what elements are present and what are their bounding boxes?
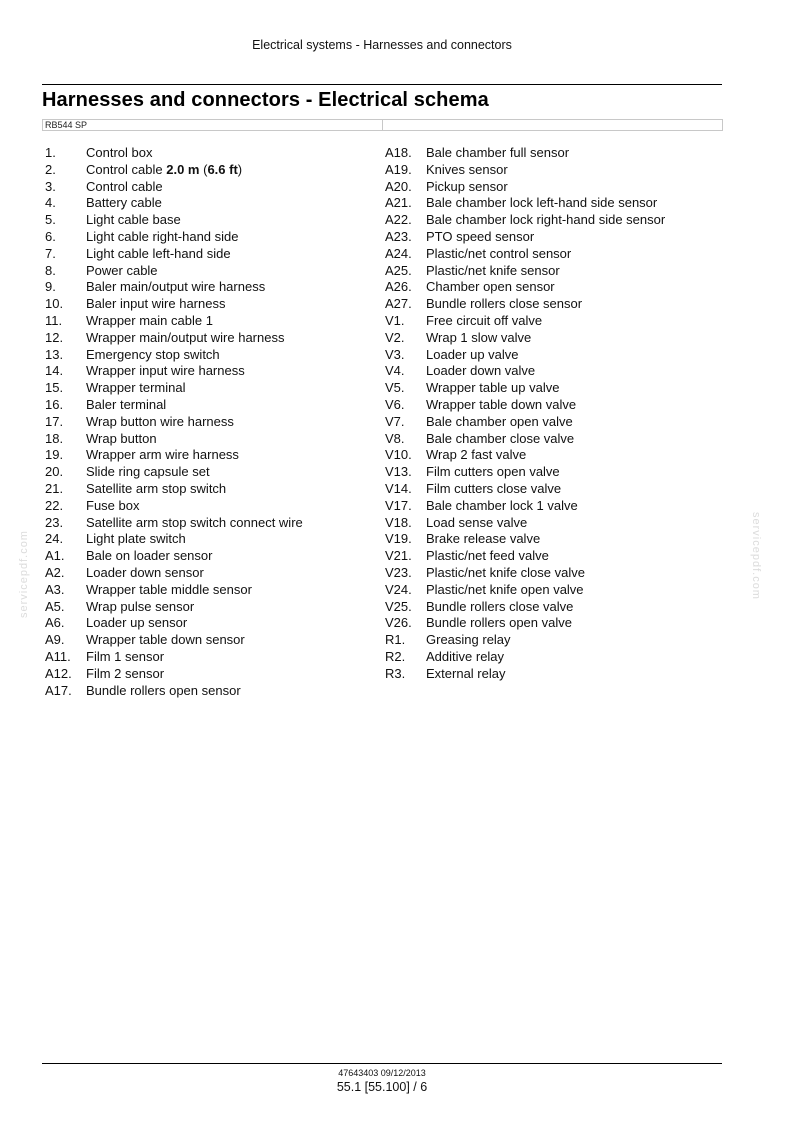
legend-item-label: Plastic/net feed valve [426, 548, 549, 564]
legend-item-label: Bale chamber lock right-hand side sensor [426, 212, 666, 228]
legend-item-label: Bale chamber full sensor [426, 145, 570, 160]
legend-item-label: Light cable right-hand side [86, 228, 239, 244]
legend-item-number: 24. [45, 531, 64, 547]
legend-item-paren-close: ) [237, 161, 243, 177]
legend-item-number: A20. [385, 178, 412, 194]
legend-item-number: A1. [45, 548, 65, 564]
legend-item-label: Wrapper terminal [86, 380, 186, 396]
legend-item-number: A12. [45, 665, 72, 681]
legend-item [45, 481, 303, 498]
legend-item-label: PTO speed sensor [426, 228, 535, 244]
legend-item-number: 11. [45, 312, 63, 328]
legend-item [45, 414, 303, 431]
legend-item-number: V19. [385, 531, 412, 547]
legend-item-label: Wrapper table up valve [426, 380, 560, 396]
legend-item [385, 414, 665, 431]
legend-item [45, 649, 303, 666]
legend-item-number: V13. [385, 464, 412, 480]
legend-item [385, 481, 665, 498]
legend-item-label: Plastic/net knife close valve [426, 564, 585, 580]
legend-item-number: A27. [385, 296, 412, 312]
legend-item-number: A22. [385, 212, 412, 228]
legend-item-number: 22. [45, 497, 64, 513]
legend-item [45, 145, 303, 162]
legend-item [385, 515, 665, 532]
legend-item [45, 279, 303, 296]
legend-item-number: 8. [45, 262, 56, 278]
legend-item-number: 17. [45, 413, 64, 429]
legend-item [385, 632, 665, 649]
legend-item-number: A25. [385, 262, 412, 278]
legend-item-number: V14. [385, 480, 412, 496]
watermark-right: servicepdf.com [750, 512, 762, 600]
legend-item-label: Plastic/net control sensor [426, 245, 572, 261]
legend-item [385, 363, 665, 380]
legend-item-number: A2. [45, 564, 65, 580]
legend-item [45, 397, 303, 414]
legend-item [45, 363, 303, 380]
legend-item-number: A23. [385, 228, 412, 244]
legend-item [45, 666, 303, 683]
legend-item-number: V5. [385, 380, 405, 396]
legend-item-label: Fuse box [86, 497, 140, 513]
legend-item-number: R2. [385, 648, 406, 664]
legend-item-number: V2. [385, 329, 405, 345]
legend-item [385, 582, 665, 599]
legend-item-number: V26. [385, 615, 412, 631]
legend-item [45, 212, 303, 229]
legend-item [45, 229, 303, 246]
legend-item-number: V23. [385, 564, 412, 580]
legend-item [385, 330, 665, 347]
legend-item [45, 531, 303, 548]
legend-item [385, 498, 665, 515]
legend-item [385, 464, 665, 481]
legend-item [45, 431, 303, 448]
legend-item-number: 23. [45, 514, 64, 530]
legend-item-label: Wrapper main cable 1 [86, 312, 213, 328]
legend-item-number: 3. [45, 178, 56, 194]
legend-item [45, 515, 303, 532]
legend-item [385, 246, 665, 263]
legend-item-label: Bale on loader sensor [86, 548, 213, 564]
legend-item-number: A26. [385, 279, 412, 295]
legend-item-label: Wrap 1 slow valve [426, 329, 532, 345]
legend-item-label: Wrapper table middle sensor [86, 581, 252, 597]
legend-item-number: V10. [385, 447, 412, 463]
legend-item [385, 447, 665, 464]
legend-item [45, 447, 303, 464]
legend-item [45, 195, 303, 212]
legend-item [45, 615, 303, 632]
page-number: 55.1 [55.100] / 6 [336, 1080, 428, 1094]
legend-item-number: A3. [45, 581, 65, 597]
legend-item-label: Satellite arm stop switch connect wire [86, 514, 303, 530]
legend-item [385, 313, 665, 330]
legend-item-metric-value: 2.0 m [166, 161, 200, 177]
legend-item-number: 15. [45, 380, 64, 396]
legend-item [45, 632, 303, 649]
legend-item [45, 263, 303, 280]
legend-item-label: Slide ring capsule set [86, 464, 210, 480]
legend-item [45, 347, 303, 364]
legend-item [385, 649, 665, 666]
model-extra-cell [383, 120, 722, 130]
legend-item-number: A17. [45, 682, 72, 698]
legend-item [385, 179, 665, 196]
legend-item-label: Pickup sensor [426, 178, 508, 194]
legend-item [45, 464, 303, 481]
legend-item-number: V24. [385, 581, 412, 597]
legend-item [385, 548, 665, 565]
legend-item-label: Satellite arm stop switch [86, 480, 227, 496]
legend-item-label: Baler main/output wire harness [86, 279, 266, 295]
legend-item-label: Film 2 sensor [86, 665, 165, 681]
legend-item [385, 397, 665, 414]
legend-item [385, 296, 665, 313]
legend-item-label: Loader down sensor [86, 564, 204, 580]
legend-item [385, 380, 665, 397]
legend-item [45, 179, 303, 196]
legend-item-number: 13. [45, 346, 64, 362]
legend-item-label: Baler input wire harness [86, 296, 226, 312]
legend-item-number: 10. [45, 296, 64, 312]
legend-item [385, 263, 665, 280]
legend-item-number: R1. [385, 632, 406, 648]
legend-item-number: 21. [45, 480, 64, 496]
legend-column-right [385, 145, 665, 683]
legend-item-number: 2. [45, 161, 56, 177]
model-name: RB544 SP [43, 120, 383, 130]
legend-item-number: V17. [385, 497, 412, 513]
legend-item [385, 347, 665, 364]
legend-item [385, 229, 665, 246]
legend-item-label [86, 162, 242, 179]
legend-item-label: Light cable base [86, 212, 181, 228]
legend-item-label: Plastic/net knife open valve [426, 581, 584, 597]
legend-item-number: A19. [385, 161, 412, 177]
page-title: Harnesses and connectors - Electrical schema [42, 89, 489, 111]
legend-item-number: V6. [385, 396, 405, 412]
legend-item [45, 548, 303, 565]
legend-item-number: A5. [45, 598, 65, 614]
legend-item [45, 565, 303, 582]
legend-item-label: Baler terminal [86, 396, 167, 412]
legend-item-label: Bundle rollers open sensor [86, 682, 241, 698]
legend-item [385, 565, 665, 582]
legend-item-label: Chamber open sensor [426, 279, 555, 295]
legend-item [385, 666, 665, 683]
legend-item-label: Bale chamber lock left-hand side sensor [426, 195, 658, 211]
legend-item [385, 195, 665, 212]
legend-item-label: Knives sensor [426, 161, 508, 177]
legend-item-number: 12. [45, 329, 64, 345]
legend-item-label: Emergency stop switch [86, 346, 220, 362]
legend-item-label: Bundle rollers open valve [426, 615, 572, 631]
legend-item-number: 9. [45, 279, 56, 295]
legend-item-label: Bundle rollers close valve [426, 598, 574, 614]
legend-item-label: Light plate switch [86, 531, 186, 547]
legend-item-label: Control box [86, 145, 153, 160]
legend-item-number: A6. [45, 615, 65, 631]
legend-item-number: V18. [385, 514, 412, 530]
legend-item-label: Light cable left-hand side [86, 245, 231, 261]
legend-item-number: V21. [385, 548, 412, 564]
legend-item-number: A9. [45, 632, 65, 648]
legend-item-label: Plastic/net knife sensor [426, 262, 560, 278]
legend-item-number: 18. [45, 430, 64, 446]
legend-item-number: 5. [45, 212, 56, 228]
legend-item-number: A21. [385, 195, 412, 211]
legend-item-label: Bale chamber close valve [426, 430, 575, 446]
legend-item-label: Wrap button [86, 430, 157, 446]
legend-item [45, 330, 303, 347]
legend-item-number: A18. [385, 145, 412, 160]
legend-item [45, 380, 303, 397]
legend-item-label: Loader down valve [426, 363, 536, 379]
legend-item-paren-open: ( [199, 161, 208, 177]
legend-item [45, 582, 303, 599]
legend-item-number: V3. [385, 346, 405, 362]
legend-item-number: 19. [45, 447, 64, 463]
footer-divider [42, 1063, 722, 1064]
legend-item-label: Film cutters open valve [426, 464, 560, 480]
legend-item-label: Load sense valve [426, 514, 528, 530]
legend-item [385, 162, 665, 179]
legend-item-number: 4. [45, 195, 56, 211]
legend-item-label: Wrapper main/output wire harness [86, 329, 285, 345]
legend-item-number: V4. [385, 363, 405, 379]
watermark-left: servicepdf.com [18, 530, 30, 618]
legend-item-label: Film cutters close valve [426, 480, 562, 496]
legend-item-number: A24. [385, 245, 412, 261]
legend-item-number: A11. [45, 648, 71, 664]
legend-item [385, 431, 665, 448]
legend-item-label: Wrap pulse sensor [86, 598, 195, 614]
legend-item-number: V1. [385, 312, 405, 328]
legend-item-number: V7. [385, 413, 405, 429]
legend-item-label: Wrapper arm wire harness [86, 447, 239, 463]
legend-item-number: 7. [45, 245, 56, 261]
legend-item-label-text: Control cable [86, 161, 163, 177]
legend-item-label: Battery cable [86, 195, 162, 211]
legend-item [45, 498, 303, 515]
legend-item-number: 6. [45, 228, 56, 244]
legend-item-number: 14. [45, 363, 64, 379]
legend-item [45, 599, 303, 616]
legend-item [45, 683, 303, 700]
header-divider [42, 84, 722, 85]
legend-item-label: Loader up valve [426, 346, 519, 362]
legend-item-label: Bundle rollers close sensor [426, 296, 583, 312]
legend-item [385, 615, 665, 632]
legend-item [385, 212, 665, 229]
legend-column-left [45, 145, 303, 699]
legend-item-label: Wrapper table down valve [426, 396, 577, 412]
legend-item-number: V25. [385, 598, 412, 614]
legend-item-label: Brake release valve [426, 531, 541, 547]
legend-item-number: 16. [45, 396, 64, 412]
model-applicability-bar [42, 119, 723, 131]
legend-item-number: 1. [45, 145, 56, 160]
legend-item-number: V8. [385, 430, 405, 446]
legend-item-number: 20. [45, 464, 64, 480]
legend-item-label: Loader up sensor [86, 615, 188, 631]
legend-item-label: Film 1 sensor [86, 648, 165, 664]
legend-item [385, 279, 665, 296]
legend-item-label: Power cable [86, 262, 158, 278]
legend-item-label: Free circuit off valve [426, 312, 543, 328]
legend-item [45, 162, 303, 179]
legend-item-label: Wrap 2 fast valve [426, 447, 527, 463]
legend-item-label: Control cable [86, 178, 163, 194]
legend-item [45, 246, 303, 263]
legend-item [45, 313, 303, 330]
legend-item-label: Additive relay [426, 648, 505, 664]
page-header: Electrical systems - Harnesses and connectors [252, 38, 512, 52]
legend-item [385, 531, 665, 548]
legend-item-label: Wrap button wire harness [86, 413, 234, 429]
legend-item-label: External relay [426, 665, 506, 681]
legend-item-label: Bale chamber lock 1 valve [426, 497, 578, 513]
legend-item [385, 145, 665, 162]
legend-item [45, 296, 303, 313]
legend-item-label: Wrapper table down sensor [86, 632, 245, 648]
legend-item-imperial-value: 6.6 ft [207, 161, 238, 177]
legend-item-label: Bale chamber open valve [426, 413, 573, 429]
legend-item-label: Wrapper input wire harness [86, 363, 245, 379]
legend-item [385, 599, 665, 616]
document-reference: 47643403 09/12/2013 [338, 1068, 426, 1078]
legend-item-label: Greasing relay [426, 632, 511, 648]
legend-item-number: R3. [385, 665, 406, 681]
